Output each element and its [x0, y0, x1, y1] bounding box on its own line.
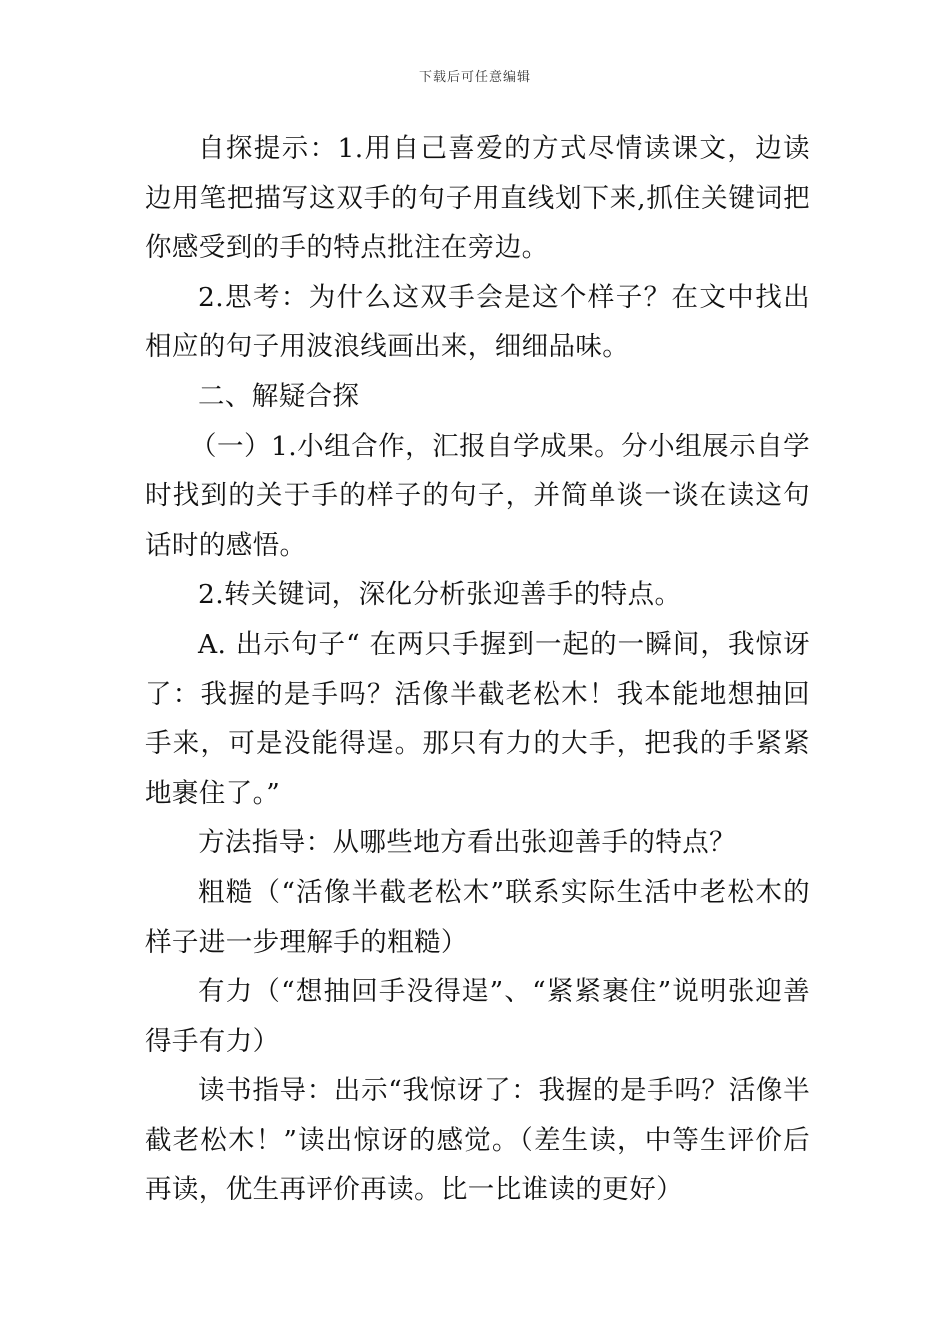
section-heading-resolve-doubts: 二、解疑合探 — [198, 380, 360, 412]
paragraph-method-guide: 方法指导：从哪些地方看出张迎善手的特点？ — [198, 827, 736, 859]
page-header: 下载后可任意编辑 — [418, 70, 531, 85]
paragraph-show-sentence: A. 出示句子“ 在两只手握到一起的一瞬间，我惊讶了：我握的是手吗？活像半截老松木！我本能地想抽回手来，可是没能得逞。那只有力的大手，把我的手紧紧地裹住了。” — [145, 628, 810, 809]
paragraph-keywords: 2.转关键词，深化分析张迎善手的特点。 — [198, 579, 682, 611]
paragraph-rough: 粗糙（“活像半截老松木”联系实际生活中老松木的样子进一步理解手的粗糙） — [145, 876, 810, 958]
paragraph-strong: 有力（“想抽回手没得逞”、“紧紧裹住”说明张迎善得手有力） — [145, 976, 810, 1057]
paragraph-reading-guide: 读书指导：出示“我惊讶了：我握的是手吗？活像半截老松木！”读出惊讶的感觉。（差生读，中等生评价后再读，优生再评价再读。比一比谁读的更好） — [145, 1075, 810, 1206]
paragraph-self-explore-tips: 自探提示：1.用自己喜爱的方式尽情读课文，边读边用笔把描写这双手的句子用直线划下来,抓住关键词把你感受到的手的特点批注在旁边。 — [145, 133, 810, 264]
document-body — [145, 124, 810, 1215]
paragraph-group-cooperation: （一）1.小组合作，汇报自学成果。分小组展示自学时找到的关于手的样子的句子，并简单谈一谈在读这句话时的感悟。 — [145, 430, 810, 561]
paragraph-think: 2.思考：为什么这双手会是这个样子？在文中找出相应的句子用波浪线画出来，细细品味。 — [145, 281, 810, 363]
